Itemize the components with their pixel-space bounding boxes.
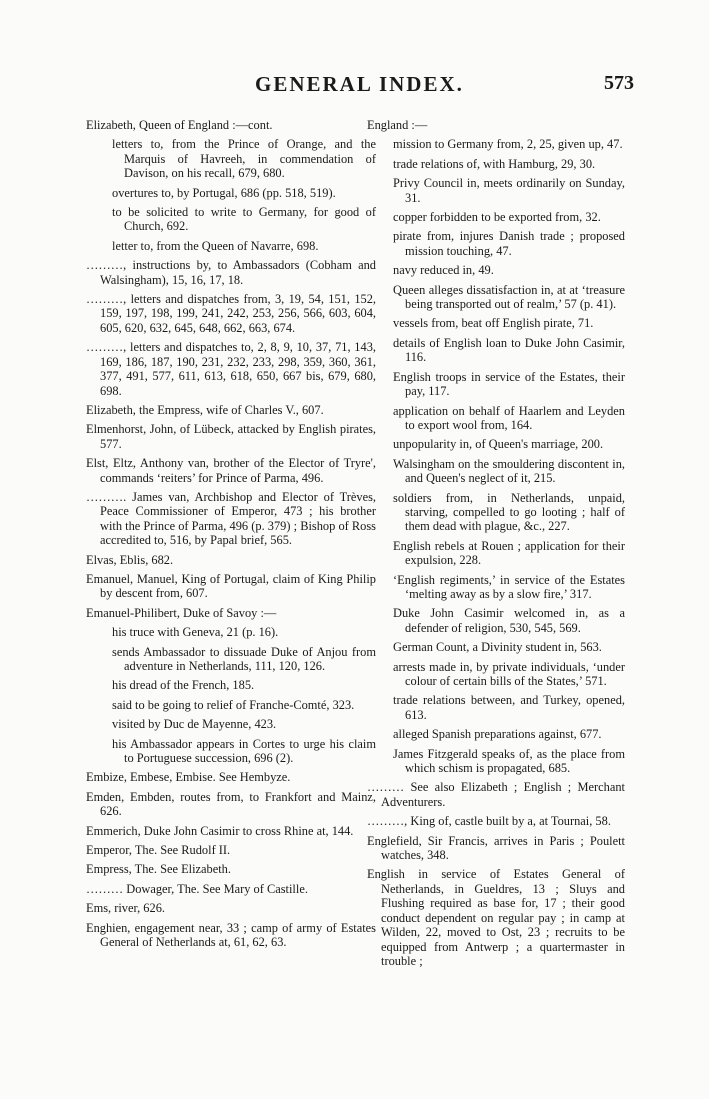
index-subentry: trade relations between, and Turkey, opened, 613. [393, 693, 625, 722]
index-subentry: vessels from, beat off English pirate, 71. [393, 316, 594, 331]
index-subentry: sends Ambassador to dissuade Duke of Anjou from adventure in Netherlands, 111, 120, 126. [112, 644, 376, 673]
index-subentry: unpopularity in, of Queen's marriage, 200. [393, 437, 604, 452]
index-subentry: said to be going to relief of Franche-Comté, 323. [112, 697, 355, 712]
index-subentry: mission to Germany from, 2, 25, given up, 47. [393, 137, 623, 152]
index-subentry: his Ambassador appears in Cortes to urge his claim to Portuguese succession, 696 (2). [112, 736, 376, 766]
index-subentry: soldiers from, in Netherlands, unpaid, starving, compelled to go looting ; half of them dead with plague, &c., 227. [393, 490, 625, 534]
running-header [0, 72, 709, 98]
index-subentry: overtures to, by Portugal, 686 (pp. 518, 519). [112, 185, 336, 200]
index-entry: Elmenhorst, John, of Lübeck, attacked by English pirates, 577. [86, 422, 376, 451]
index-subentry: application on behalf of Haarlem and Leyden to export wool from, 164. [393, 403, 625, 432]
index-entry: Emanuel, Manuel, King of Portugal, claim of King Philip by descent from, 607. [86, 571, 376, 601]
index-subentry: details of English loan to Duke John Casimir, 116. [393, 335, 625, 365]
index-entry: ……… See also Elizabeth ; English ; Merchant Adventurers. [367, 780, 625, 809]
index-entry: Emmerich, Duke John Casimir to cross Rhine at, 144. [86, 823, 354, 838]
index-subentry: English rebels at Rouen ; application for their expulsion, 228. [393, 538, 625, 568]
page-number: 573 [604, 72, 634, 94]
index-subentry: trade relations of, with Hamburg, 29, 30. [393, 156, 596, 171]
index-entry: Enghien, engagement near, 33 ; camp of army of Estates General of Netherlands at, 61, 62, 63. [86, 920, 376, 950]
index-entry: Empress, The. See Elizabeth. [86, 862, 231, 877]
index-subentry: his dread of the French, 185. [112, 678, 255, 693]
index-subentry: letters to, from the Prince of Orange, and the Marquis of Havreeh, in commendation of Davison, on his recall, 679, 680. [112, 137, 376, 181]
index-subentry: pirate from, injures Danish trade ; proposed mission touching, 47. [393, 229, 625, 258]
index-subentry: navy reduced in, 49. [393, 263, 494, 278]
index-entry: ………, instructions by, to Ambassadors (Cobham and Walsingham), 15, 16, 17, 18. [86, 258, 376, 287]
index-subentry: Queen alleges dissatisfaction in, at at ‘treasure being transported out of realm,’ 57 (p. 41). [393, 282, 625, 312]
index-subentry: James Fitzgerald speaks of, as the place from which schism is propagated, 685. [393, 746, 625, 776]
index-subentry: arrests made in, by private individuals, ‘under colour of certain bills of the States,’ 571. [393, 659, 625, 688]
page-title: GENERAL INDEX. [255, 72, 464, 96]
index-entry: ……… Dowager, The. See Mary of Castille. [86, 881, 308, 896]
index-entry: Emden, Embden, routes from, to Frankfort and Mainz, 626. [86, 789, 376, 819]
index-entry: ………, King of, castle built by a, at Tournai, 58. [367, 814, 611, 829]
index-entry: ………. James van, Archbishop and Elector of Trèves, Peace Commissioner of Emperor, 473 ; his brother with the Prince of Parma, 496 (p. 379) ; Bishop of Ross accredited to, 516, by Papal brief, 565. [86, 489, 376, 548]
index-subentry: German Count, a Divinity student in, 563. [393, 640, 602, 655]
index-entry: England :— [367, 118, 428, 132]
right-column [367, 118, 625, 973]
index-entry: Emanuel-Philibert, Duke of Savoy :— [86, 605, 277, 620]
index-entry: Embize, Embese, Embise. See Hembyze. [86, 770, 291, 785]
index-subentry: ‘English regiments,’ in service of the Estates ‘melting away as by a slow fire,’ 317. [393, 572, 625, 601]
index-subentry: to be solicited to write to Germany, for good of Church, 692. [112, 205, 376, 234]
index-subentry: Duke John Casimir welcomed in, as a defender of religion, 530, 545, 569. [393, 606, 625, 635]
index-entry: Emperor, The. See Rudolf II. [86, 843, 231, 858]
index-subentry: Walsingham on the smouldering discontent in, and Queen's neglect of it, 215. [393, 456, 625, 486]
index-entry: Elizabeth, the Empress, wife of Charles V., 607. [86, 402, 324, 417]
index-entry: ………, letters and dispatches from, 3, 19, 54, 151, 152, 159, 197, 198, 199, 241, 242, 253, 256, 566, 603, 604, 605, 620, 632, 645, 648, 662, 663, 674. [86, 292, 376, 335]
index-entry: Englefield, Sir Francis, arrives in Paris ; Poulett watches, 348. [367, 833, 625, 863]
index-subentry: copper forbidden to be exported from, 32. [393, 210, 601, 225]
index-entry: Elst, Eltz, Anthony van, brother of the Elector of Tryre', commands ‘reiters’ for Prince of Parma, 496. [86, 456, 376, 485]
index-entry: Ems, river, 626. [86, 901, 165, 916]
index-subentry: visited by Duc de Mayenne, 423. [112, 717, 277, 732]
left-column [86, 118, 376, 955]
index-subentry: letter to, from the Queen of Navarre, 698. [112, 238, 319, 253]
index-subentry: English troops in service of the Estates, their pay, 117. [393, 369, 625, 399]
index-entry: Elizabeth, Queen of England :—cont. [86, 118, 273, 132]
index-entry: English in service of Estates General of Netherlands, in Gueldres, 13 ; Sluys and Flushing required as base for, 17 ; their good conduct dependent on regular pay ; in camp at Wilden, 22, moved to Ost, 23 ; recruits to be equipped from Antwerp ; a quartermaster in trouble ; [367, 867, 625, 968]
index-subentry: Privy Council in, meets ordinarily on Sunday, 31. [393, 176, 625, 205]
index-entry: Elvas, Eblis, 682. [86, 552, 174, 567]
index-subentry: his truce with Geneva, 21 (p. 16). [112, 625, 279, 640]
index-entry: ………, letters and dispatches to, 2, 8, 9, 10, 37, 71, 143, 169, 186, 187, 190, 231, 232, 233, 298, 359, 360, 361, 377, 491, 577, 611, 613, 618, 650, 667 bis, 679, 680, 698. [86, 340, 376, 398]
index-subentry: alleged Spanish preparations against, 677. [393, 727, 602, 742]
